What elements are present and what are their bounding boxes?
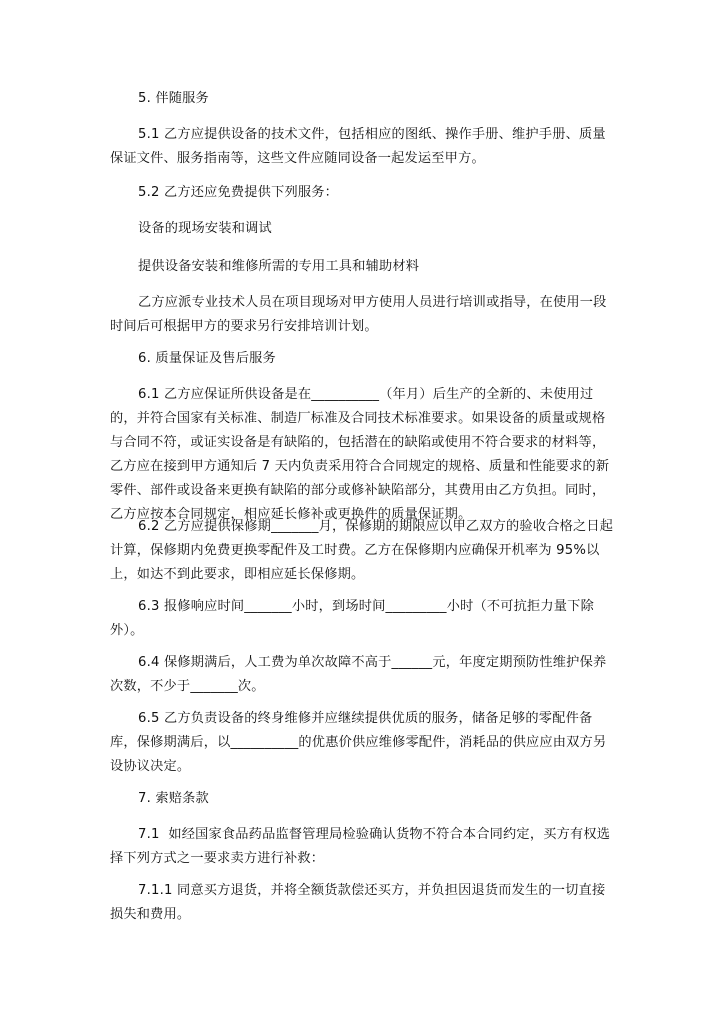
service-item-installation: 设备的现场安装和调试 [138,221,272,236]
service-item-tools: 提供设备安装和维修所需的专用工具和辅助材料 [138,259,420,274]
section-heading-6: 6. 质量保证及售后服务 [138,351,276,366]
paragraph-5-1: 5.1 乙方应提供设备的技术文件，包括相应的图纸、操作手册、维护手册、质量保证文件、服务指南等，这些文件应随同设备一起发运至甲方。 [110,127,606,166]
paragraph-6-1: 6.1 乙方应保证所供设备是在__________（年月）后生产的全新的、未使用过的，并符合国家有关标准、制造厂标准及合同技术标准要求。如果设备的质量或规格与合同不符，或证实设备是有缺陷的，包括潜在的缺陷或使用不符合要求的材料等，乙方应在接到甲方通知后 7 天内负责采用符合合同规定的规格、质量和性能要求的新零件、部件或设备来更换有缺陷的部分或修补缺陷部分，其费用由乙方负担。同时，乙方应按本合同规定，相应延长修补或更换件的质量保证期。 [110,387,610,522]
section-heading-5: 5. 伴随服务 [138,91,209,106]
paragraph-6-4: 6.4 保修期满后，人工费为单次故障不高于______元，年度定期预防性维护保养次数，不少于_______次。 [110,655,607,694]
paragraph-training: 乙方应派专业技术人员在项目现场对甲方使用人员进行培训或指导，在使用一段时间后可根据甲方的要求另行安排培训计划。 [110,295,607,334]
section-heading-7: 7. 索赔条款 [138,791,209,806]
paragraph-7-1-1: 7.1.1 同意买方退货，并将全额货款偿还买方，并负担因退货而发生的一切直接损失和费用。 [110,883,606,922]
paragraph-7-1: 7.1 如经国家食品药品监督管理局检验确认货物不符合本合同约定，买方有权选择下列方式之一要求卖方进行补救： [110,827,611,866]
paragraph-6-3: 6.3 报修响应时间_______小时，到场时间_________小时（不可抗拒力量下除外）。 [110,599,594,638]
paragraph-6-2: 6.2 乙方应提供保修期_______月，保修期的期限应以甲乙双方的验收合格之日起计算，保修期内免费更换零配件及工时费。乙方在保修期内应确保开机率为 95%以上，如达不到此要求，即相应延长保修期。 [110,519,614,582]
paragraph-5-2: 5.2 乙方还应免费提供下列服务： [138,185,339,200]
paragraph-6-5: 6.5 乙方负责设备的终身维修并应继续提供优质的服务，储备足够的零配件备库，保修期满后，以__________的优惠价供应维修零配件，消耗品的供应应由双方另设协议决定。 [110,711,607,774]
